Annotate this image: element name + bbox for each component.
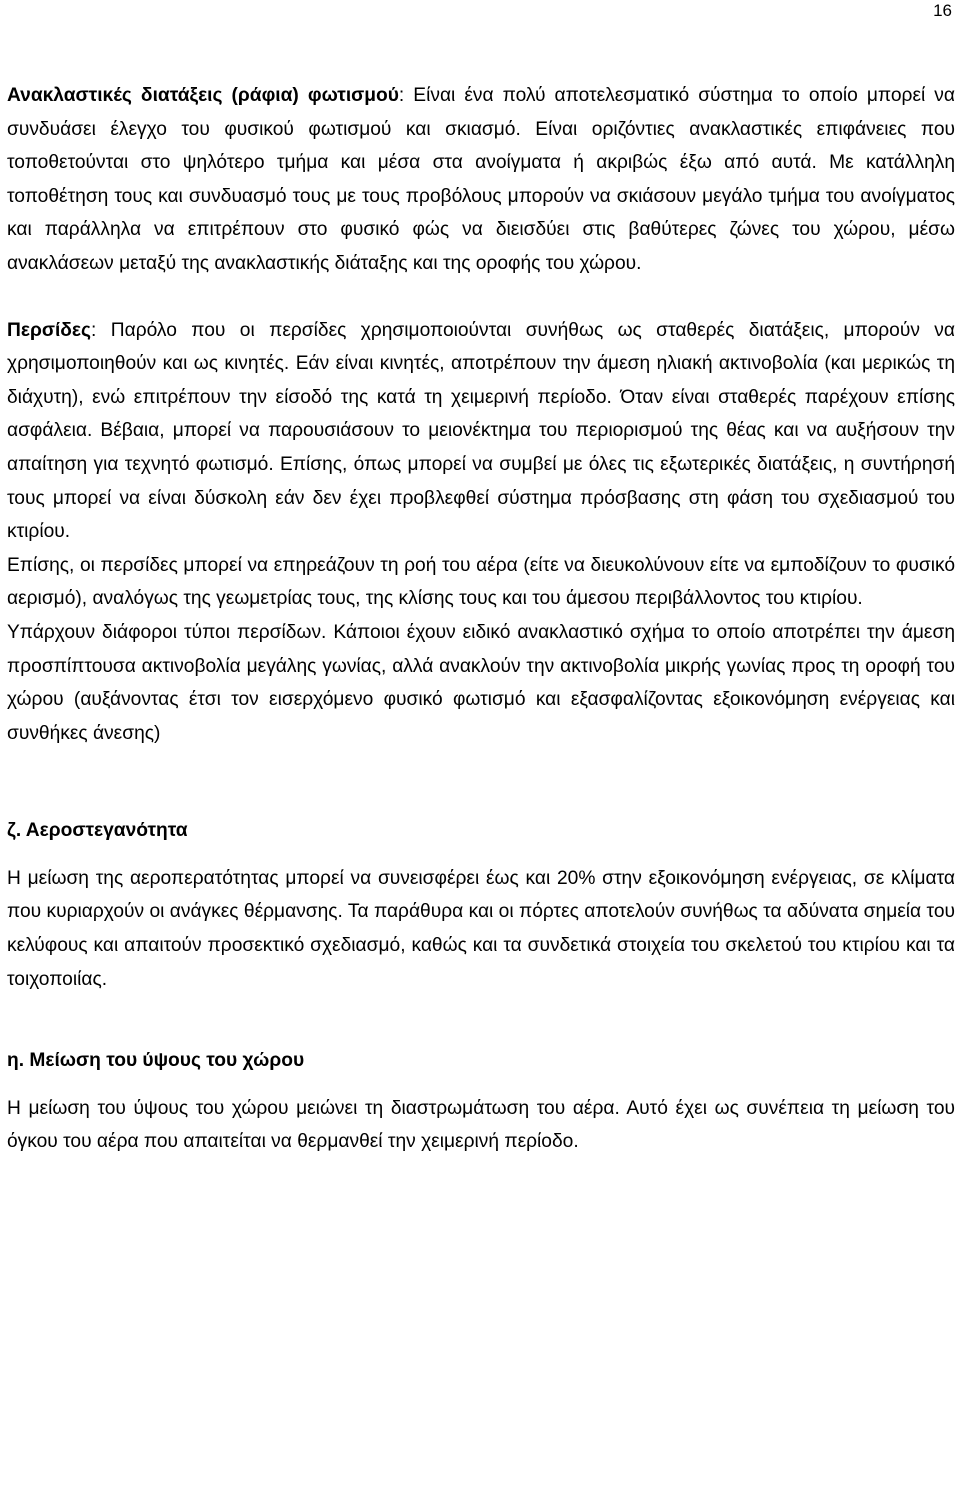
paragraph-blinds-airflow: Επίσης, οι περσίδες μπορεί να επηρεάζουν τη ροή του αέρα (είτε να διευκολύνουν είτε να εμποδίζουν το φυσικό αερισμό), αναλόγως της γεωμετρίας τους, της κλίσης τους και του άμεσου περιβάλλοντος του κτιρίου. — [7, 554, 955, 610]
paragraph-room-height: Η μείωση του ύψους του χώρου μειώνει τη διαστρωμάτωση του αέρα. Αυτό έχει ως συνέπεια τη μείωση του όγκου του αέρα που απαιτείται να θερμανθεί την χειμερινή περίοδο. — [7, 1097, 955, 1153]
paragraph-blinds-types: Υπάρχουν διάφοροι τύποι περσίδων. Κάποιοι έχουν ειδικό ανακλαστικό σχήμα το οποίο αποτρέπει την άμεση προσπίπτουσα ακτινοβολία μεγάλης γωνίας, αλλά ανακλούν την ακτινοβολία μικρής γωνίας προς τη οροφή του χώρου (αυξάνοντας έτσι τον εισερχόμενο φυσικό φωτισμό και εξασφαλίζοντας εξοικονόμηση ενέργειας και συνθήκες άνεσης) — [7, 621, 955, 744]
paragraph-reflective-shelves — [7, 79, 955, 281]
paragraph-blinds — [7, 314, 955, 549]
paragraph-airtightness: Η μείωση της αεροπερατότητας μπορεί να συνεισφέρει έως και 20% στην εξοικονόμηση ενέργειας, σε κλίματα που κυριαρχούν οι ανάγκες θέρμανσης. Τα παράθυρα και οι πόρτες αποτελούν συνήθως τα αδύνατα σημεία του κελύφους και απαιτούν προσεκτικό σχεδιασμό, καθώς και τα συνδετικά στοιχεία του σκελετού του κτιρίου και τα τοιχοποιίας. — [7, 867, 955, 990]
page-number: 16 — [933, 1, 952, 20]
heading-room-height: η. Μείωση του ύψους του χώρου — [7, 1050, 305, 1072]
term-separator: : — [398, 85, 405, 106]
term-separator: : — [91, 319, 97, 341]
term-reflective-shelves: Ανακλαστικές διατάξεις (ράφια) φωτισμού — [7, 85, 399, 106]
paragraph-text: Είναι ένα πολύ αποτελεσματικό σύστημα το οποίο μπορεί να συνδυάσει έλεγχο του φυσικού φωτισμού και σκιασμό. Είναι οριζόντιες ανακλαστικές επιφάνειες που τοποθετούνται στο ψηλότερο τμήμα και μέσα στα ανοίγματα ή ακριβώς έξω από αυτά. Με κατάλληλη τοποθέτηση τους και συνδυασμό τους με τους προβόλους μπορούν να σκιάσουν μεγάλο τμήμα του ανοίγματος και παράλληλα να επιτρέπουν στο φυσικό φώς να διεισδύει στις βαθύτερες ζώνες του χώρου, μέσω ανακλάσεων μεταξύ της ανακλαστικής διάταξης και της οροφής του χώρου. — [7, 85, 955, 274]
term-blinds: Περσίδες — [7, 319, 92, 341]
heading-airtightness: ζ. Αεροστεγανότητα — [7, 820, 188, 842]
paragraph-text: Παρόλο που οι περσίδες χρησιμοποιούνται συνήθως ως σταθερές διατάξεις, μπορούν να χρησιμοποιηθούν και ως κινητές. Εάν είναι κινητές, αποτρέπουν την άμεση ηλιακή ακτινοβολία (και μερικώς τη διάχυτη), ενώ επιτρέπουν την είσοδό της κατά τη χειμερινή περίοδο. Όταν είναι σταθερές παρέχουν επίσης ασφάλεια. Βέβαια, μπορεί να παρουσιάσουν το μειονέκτημα του περιορισμού της θέας και να αυξήσουν την απαίτηση για τεχνητό φωτισμό. Επίσης, όπως μπορεί να συμβεί με όλες τις εξωτερικές διατάξεις, η συντήρησή τους μπορεί να είναι δύσκολη εάν δεν έχει προβλεφθεί σύστημα πρόσβασης στη φάση του σχεδιασμού του κτιρίου. — [7, 319, 955, 543]
document-body — [7, 79, 955, 1159]
